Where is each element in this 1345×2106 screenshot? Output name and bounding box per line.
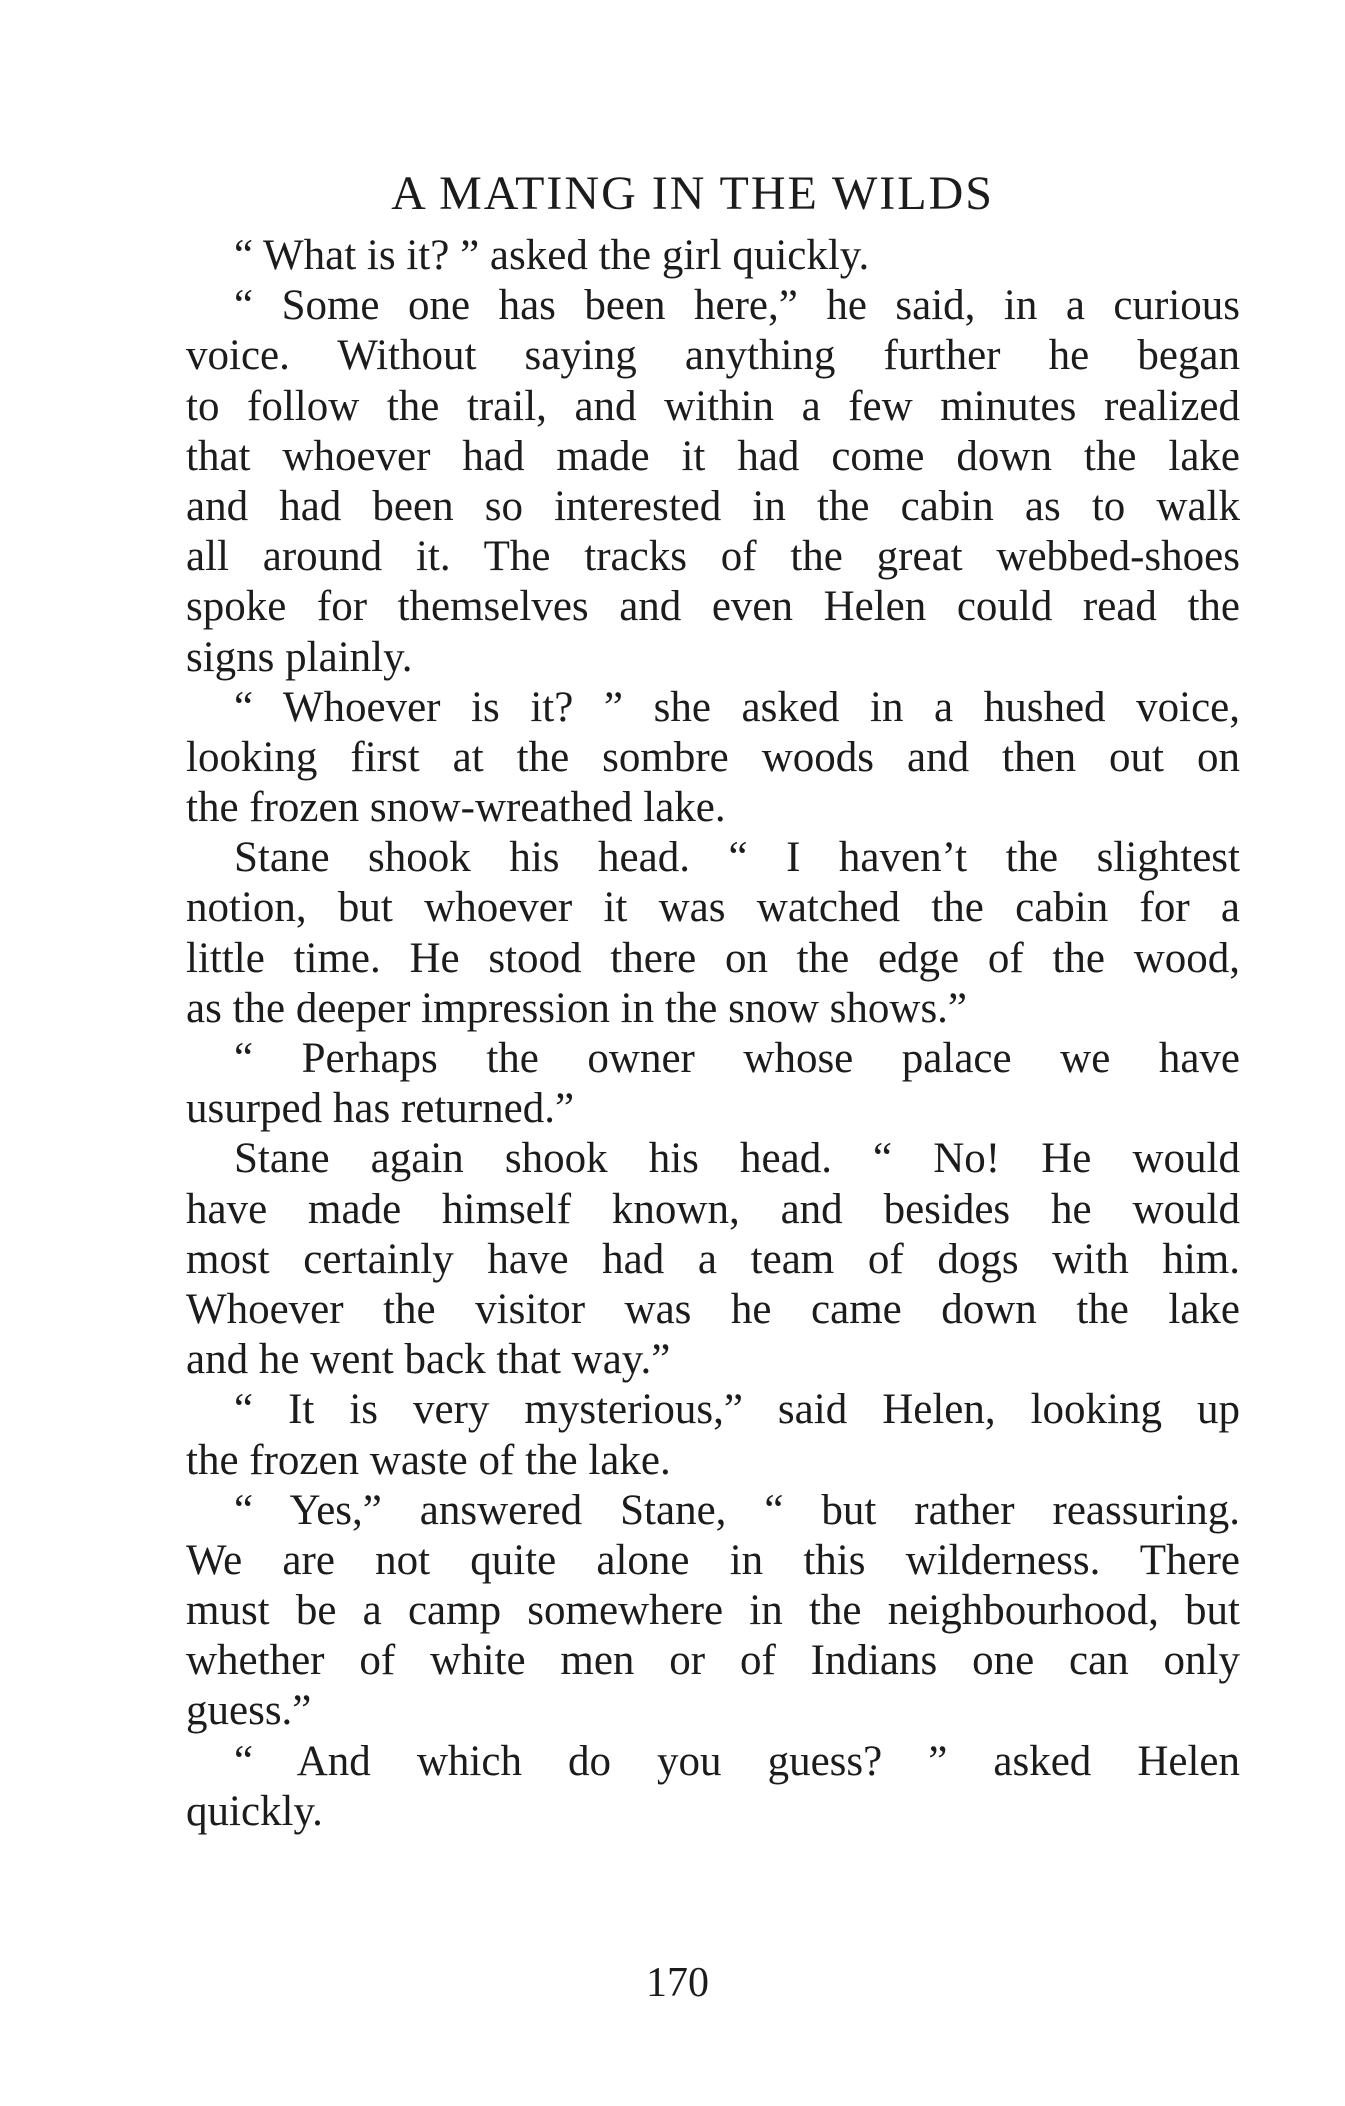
text-line: signs plainly. xyxy=(186,633,413,681)
text-line: guess.” xyxy=(186,1687,312,1735)
text-line: all around it. The tracks of the great webbed-shoes xyxy=(186,533,1240,581)
text-line: looking first at the sombre woods and then out on xyxy=(186,733,1240,781)
text-line: spoke for themselves and even Helen could read the xyxy=(186,583,1240,631)
text-line: Stane again shook his head. “ No! He would xyxy=(234,1135,1240,1183)
text-line: “ Some one has been here,” he said, in a curious xyxy=(234,282,1240,330)
page-number: 170 xyxy=(646,1960,709,2006)
text-line: Stane shook his head. “ I haven’t the slightest xyxy=(234,834,1240,882)
text-line: notion, but whoever it was watched the cabin for a xyxy=(186,884,1240,932)
text-line: must be a camp somewhere in the neighbourhood, but xyxy=(186,1587,1240,1635)
text-line: to follow the trail, and within a few minutes realized xyxy=(186,382,1240,430)
text-line: quickly. xyxy=(186,1787,323,1835)
text-line: little time. He stood there on the edge of the wood, xyxy=(186,934,1240,982)
text-line: Whoever the visitor was he came down the lake xyxy=(186,1285,1240,1333)
text-line: voice. Without saying anything further he began xyxy=(186,332,1240,380)
text-line: whether of white men or of Indians one can only xyxy=(186,1637,1240,1685)
text-line: usurped has returned.” xyxy=(186,1085,575,1133)
text-line: most certainly have had a team of dogs with him. xyxy=(186,1235,1240,1283)
text-line: that whoever had made it had come down the lake xyxy=(186,432,1240,480)
text-line: “ Yes,” answered Stane, “ but rather reassuring. xyxy=(234,1486,1240,1534)
text-line: have made himself known, and besides he would xyxy=(186,1185,1240,1233)
text-line: “ What is it? ” asked the girl quickly. xyxy=(234,232,870,279)
text-line: “ Perhaps the owner whose palace we have xyxy=(234,1035,1240,1082)
text-line: “ It is very mysterious,” said Helen, looking up xyxy=(234,1386,1240,1434)
text-line: and he went back that way.” xyxy=(186,1336,671,1384)
text-line: and had been so interested in the cabin as to walk xyxy=(186,482,1240,530)
text-line: as the deeper impression in the snow shows.” xyxy=(186,984,968,1032)
text-line: “ Whoever is it? ” she asked in a hushed voice, xyxy=(234,683,1240,731)
body-text xyxy=(186,231,1240,1837)
text-line: the frozen waste of the lake. xyxy=(186,1436,671,1484)
running-title: A MATING IN THE WILDS xyxy=(391,167,994,220)
text-line: “ And which do you guess? ” asked Helen xyxy=(234,1737,1240,1785)
text-line: the frozen snow-wreathed lake. xyxy=(186,784,726,832)
text-line: We are not quite alone in this wilderness. There xyxy=(186,1536,1240,1584)
